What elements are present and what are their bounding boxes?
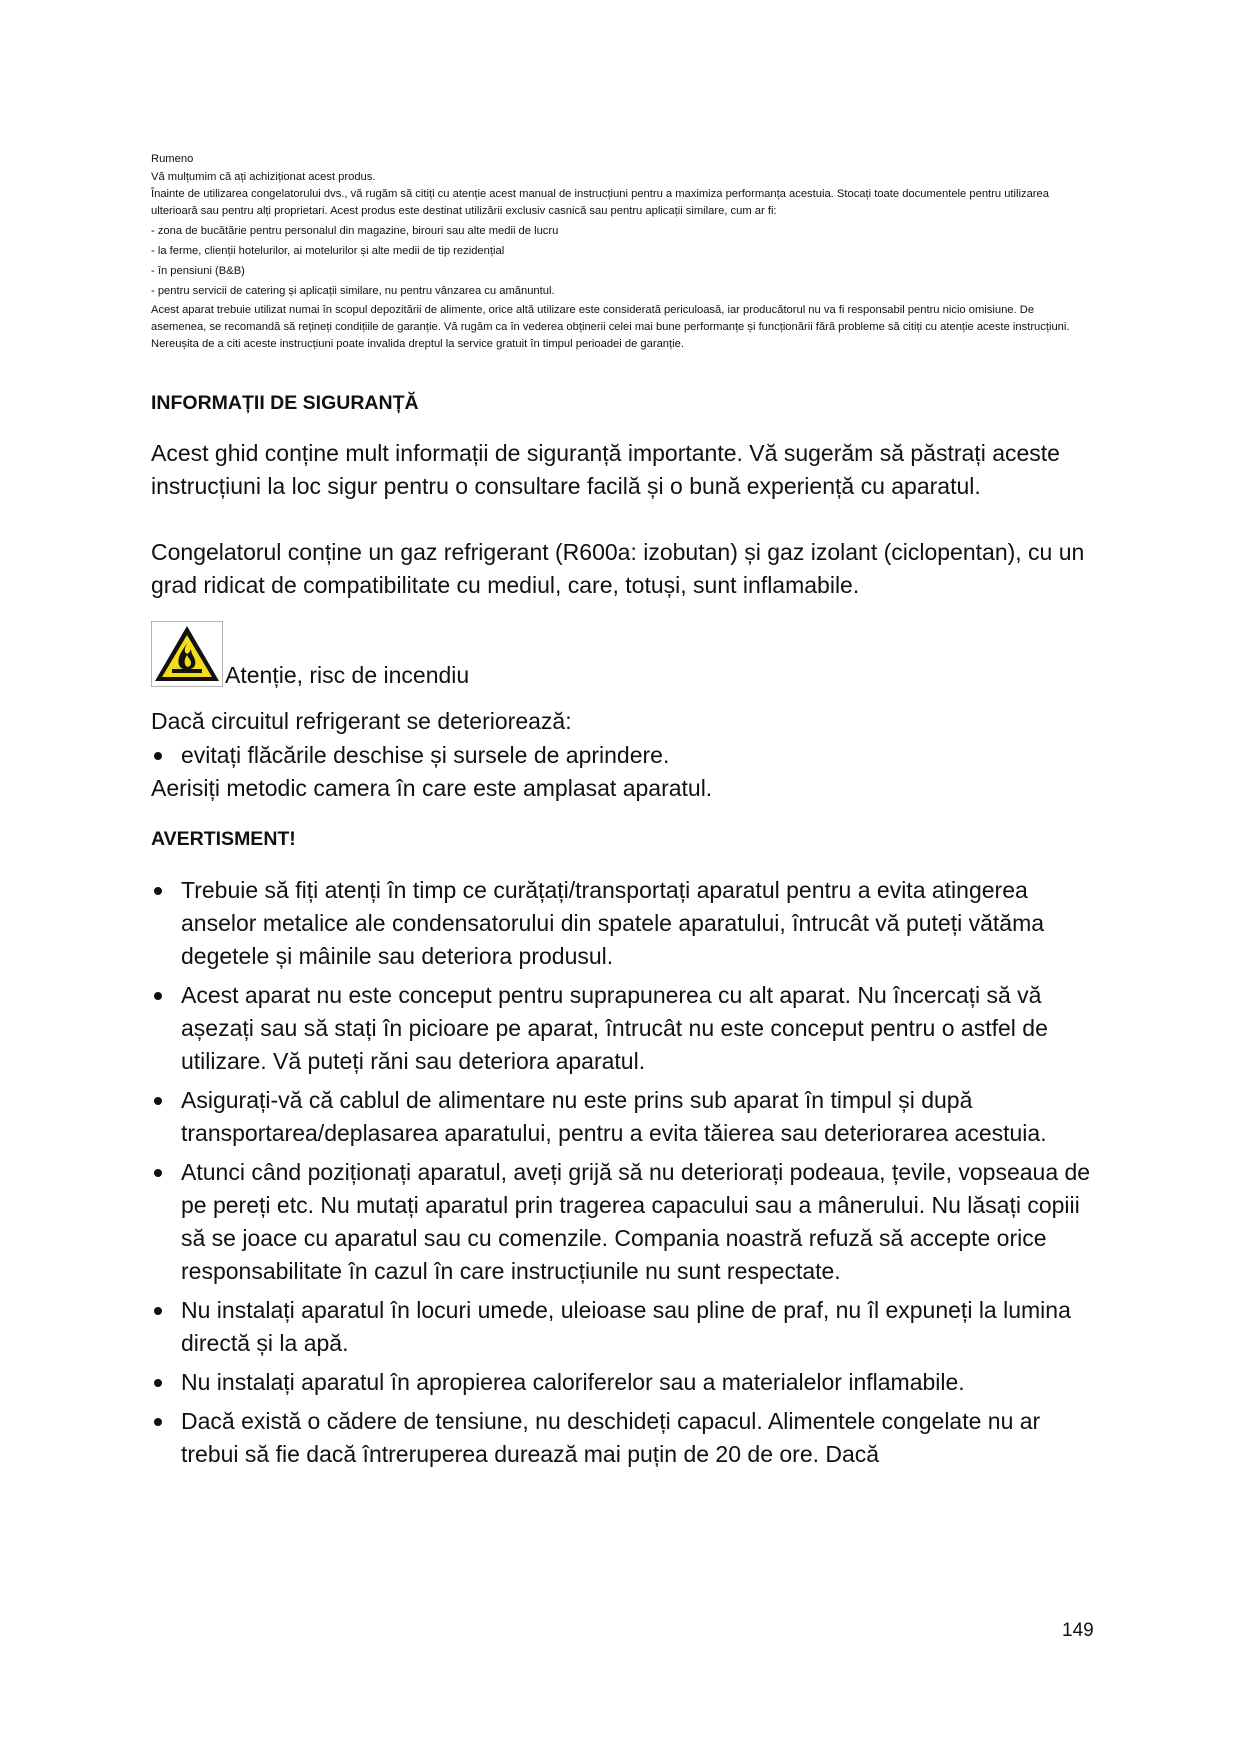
list-item: Nu instalați aparatul în locuri umede, uleioase sau pline de praf, nu îl expuneți la lumina directă și la apă. bbox=[151, 1294, 1091, 1360]
fire-warning-text: Atenție, risc de incendiu bbox=[225, 662, 470, 688]
intro-paragraph: Înainte de utilizarea congelatorului dvs., vă rugăm să citiți cu atenție acest manual de instrucțiuni pentru a maximiza performanța acestuia. Stocați toate documentele pentru utilizarea ulterioară sau pentru alți proprietari. Acest produs este destinat utilizării exclusiv casnică sau pentru aplicații similare, cum ar fi: bbox=[151, 188, 1049, 217]
list-item: Acest aparat nu este conceput pentru suprapunerea cu alt aparat. Nu încercați să vă așezați sau să stați în picioare pe aparat, întrucât nu este conceput pentru o astfel de utilizare. Vă puteți răni sau deteriora aparatul. bbox=[151, 979, 1091, 1078]
list-item: Atunci când poziționați aparatul, aveți grijă să nu deteriorați podeaua, țevile, vopseaua de pe pereți etc. Nu mutați aparatul prin tragerea capacului sau a mânerului. Nu lăsați copiii să se joace cu aparatul sau cu comenzile. Compania noastră refuză să accepte orice responsabilitate în cazul în care instrucțiunile nu sunt respectate. bbox=[151, 1156, 1091, 1288]
list-item: Asigurați-vă că cablul de alimentare nu este prins sub aparat în timpul și după transportarea/deplasarea aparatului, pentru a evita tăierea sau deteriorarea acestuia. bbox=[151, 1084, 1091, 1150]
list-item: Dacă există o cădere de tensiune, nu deschideți capacul. Alimentele congelate nu ar trebui să fie dacă întreruperea durează mai puțin de 20 de ore. Dacă bbox=[151, 1405, 1091, 1471]
warning-heading: AVERTISMENT! bbox=[151, 828, 296, 850]
safety-paragraph-2: Congelatorul conține un gaz refrigerant (R600a: izobutan) și gaz izolant (ciclopentan), cu un grad ridicat de compatibilitate cu mediul, care, totuși, sunt inflamabile. bbox=[151, 539, 1085, 598]
safety-paragraph-1: Acest ghid conține mult informații de siguranță importante. Vă sugerăm să păstrați aceste instrucțiuni la loc sigur pentru o consultare facilă și o bună experiență cu aparatul. bbox=[151, 440, 1060, 499]
intro-block bbox=[151, 150, 1081, 353]
ventilate-instruction: Aerisiți metodic camera în care este amplasat aparatul. bbox=[151, 775, 713, 801]
usage-item: - pentru servicii de catering și aplicații similare, nu pentru vânzarea cu amănuntul. bbox=[151, 285, 555, 297]
list-item: Nu instalați aparatul în apropierea caloriferelor sau a materialelor inflamabile. bbox=[151, 1366, 1091, 1399]
usage-item: - în pensiuni (B&B) bbox=[151, 265, 245, 277]
thanks-line: Vă mulțumim că ați achiziționat acest produs. bbox=[151, 171, 376, 183]
fire-warning-row bbox=[151, 621, 751, 693]
warning-list bbox=[151, 874, 1091, 1477]
page-number: 149 bbox=[1062, 1620, 1094, 1641]
usage-item: - zona de bucătărie pentru personalul din magazine, birouri sau alte medii de lucru bbox=[151, 225, 559, 237]
list-item: evitați flăcările deschise și sursele de aprindere. bbox=[151, 739, 1091, 772]
safety-heading: INFORMAȚII DE SIGURANȚĂ bbox=[151, 392, 419, 414]
list-item: Trebuie să fiți atenți în timp ce curățați/transportați aparatul pentru a evita atingerea anselor metalice ale condensatorului din spatele aparatului, întrucât vă puteți vătăma degetele și mâinile sau deteriora produsul. bbox=[151, 874, 1091, 973]
flammable-warning-icon bbox=[151, 621, 223, 687]
brand-name: Rumeno bbox=[151, 153, 194, 165]
damage-intro: Dacă circuitul refrigerant se deteriorează: bbox=[151, 708, 572, 734]
intro-closing: Acest aparat trebuie utilizat numai în scopul depozitării de alimente, orice altă utilizare este considerată periculoasă, iar producătorul nu va fi responsabil pentru nicio omisiune. De asemenea, se recomandă să rețineți condițiile de garanție. Vă rugăm ca în vederea obținerii celei mai bune performanțe și funcționării fără probleme să citiți cu atenție aceste instrucțiuni. Nereușita de a citi aceste instrucțiuni poate invalida dreptul la service gratuit în timpul perioadei de garanție. bbox=[151, 304, 1070, 350]
document-page bbox=[151, 0, 1094, 1754]
usage-item: - la ferme, clienții hotelurilor, ai motelurilor și alte medii de tip rezidențial bbox=[151, 245, 505, 257]
